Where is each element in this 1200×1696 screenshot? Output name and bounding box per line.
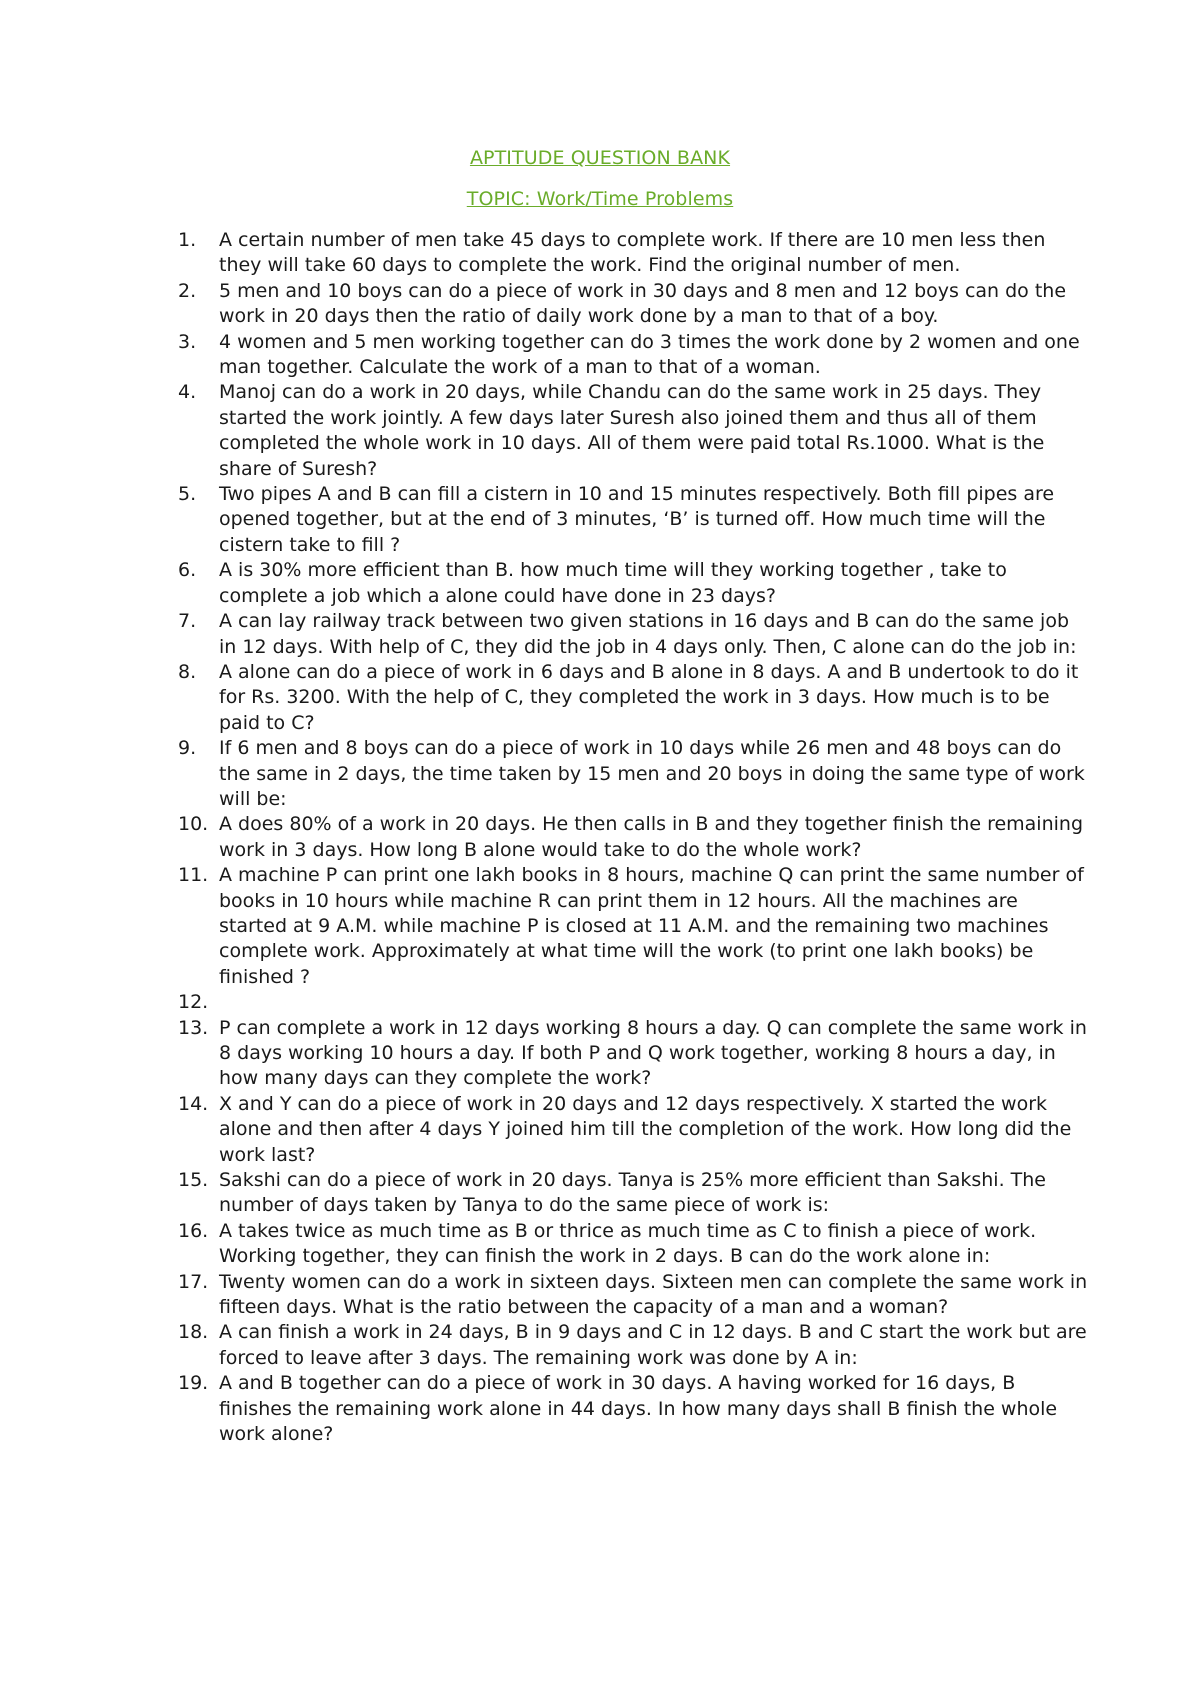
document-topic: TOPIC: Work/Time Problems bbox=[466, 188, 734, 210]
question-number: 1. bbox=[178, 229, 197, 251]
question-item bbox=[178, 482, 1088, 558]
question-item bbox=[178, 1016, 1088, 1092]
question-number: 15. bbox=[178, 1169, 209, 1192]
question-item bbox=[178, 990, 1088, 1015]
question-text: 4 women and 5 men working together can do 3 times the work done by 2 women and one man together. Calculate the work of a man to that of a woman. bbox=[219, 330, 1080, 379]
document-title: APTITUDE QUESTION BANK bbox=[469, 147, 731, 169]
question-text: A is 30% more efficient than B. how much time will they working together , take to complete a job which a alone could have done in 23 days? bbox=[219, 559, 1007, 607]
question-text: X and Y can do a piece of work in 20 days and 12 days respectively. X started the work alone and then after 4 days Y joined him till the completion of the work. How long did the work last? bbox=[219, 1092, 1072, 1166]
question-number: 12. bbox=[178, 991, 209, 1014]
question-number: 11. bbox=[178, 864, 209, 887]
question-item bbox=[178, 380, 1088, 482]
question-text: Sakshi can do a piece of work in 20 days. Tanya is 25% more efficient than Sakshi. The number of days taken by Tanya to do the same piece of work is: bbox=[219, 1169, 1047, 1217]
question-item bbox=[178, 228, 1088, 279]
question-number: 9. bbox=[178, 737, 197, 760]
question-text: A can lay railway track between two given stations in 16 days and B can do the same job in 12 days. With help of C, they did the job in 4 days only. Then, C alone can do the job in: bbox=[219, 610, 1077, 658]
question-text: 5 men and 10 boys can do a piece of work in 30 days and 8 men and 12 boys can do the work in 20 days then the ratio of daily work done by a man to that of a boy. bbox=[219, 279, 1067, 328]
question-item bbox=[178, 279, 1088, 330]
question-item bbox=[178, 1168, 1088, 1219]
question-text: A does 80% of a work in 20 days. He then calls in B and they together finish the remaining work in 3 days. How long B alone would take to do the whole work? bbox=[219, 813, 1084, 861]
question-number: 3. bbox=[178, 330, 197, 353]
question-number: 5. bbox=[178, 483, 197, 506]
question-number: 13. bbox=[178, 1016, 209, 1039]
question-number: 8. bbox=[178, 660, 197, 683]
question-item bbox=[178, 1219, 1088, 1270]
question-item bbox=[178, 812, 1088, 863]
question-number: 14. bbox=[178, 1092, 209, 1115]
question-text: A can finish a work in 24 days, B in 9 days and C in 12 days. B and C start the work but are forced to leave after 3 days. The remaining work was done by A in: bbox=[219, 1321, 1087, 1369]
question-number: 6. bbox=[178, 559, 197, 582]
question-text: P can complete a work in 12 days working 8 hours a day. Q can complete the same work in 8 days working 10 hours a day. If both P and Q work together, working 8 hours a day, in how many days can they complete the work? bbox=[219, 1016, 1087, 1090]
question-text: A certain number of men take 45 days to complete work. If there are 10 men less then they will take 60 days to complete the work. Find the original number of men. bbox=[219, 229, 1046, 277]
question-text: A and B together can do a piece of work in 30 days. A having worked for 16 days, B finishes the remaining work alone in 44 days. In how many days shall B finish the whole work alone? bbox=[219, 1372, 1058, 1446]
question-item bbox=[178, 1270, 1088, 1321]
question-text: A alone can do a piece of work in 6 days and B alone in 8 days. A and B undertook to do it for Rs. 3200. With the help of C, they completed the work in 3 days. How much is to be paid to C? bbox=[219, 660, 1079, 734]
question-text: Two pipes A and B can fill a cistern in 10 and 15 minutes respectively. Both fill pipes are opened together, but at the end of 3 minutes, ‘B’ is turned off. How much time will the cistern take to fill ? bbox=[219, 483, 1055, 556]
question-item bbox=[178, 1092, 1088, 1168]
question-text: If 6 men and 8 boys can do a piece of work in 10 days while 26 men and 48 boys can do the same in 2 days, the time taken by 15 men and 20 boys in doing the same type of work will be: bbox=[219, 737, 1085, 810]
question-item bbox=[178, 660, 1088, 736]
question-item bbox=[178, 1320, 1088, 1371]
question-number: 17. bbox=[178, 1270, 209, 1293]
question-number: 18. bbox=[178, 1321, 209, 1344]
question-item bbox=[178, 609, 1088, 660]
question-text: Manoj can do a work in 20 days, while Chandu can do the same work in 25 days. They started the work jointly. A few days later Suresh also joined them and thus all of them completed the whole work in 10 days. All of them were paid total Rs.1000. What is the share of Suresh? bbox=[219, 381, 1045, 480]
question-item bbox=[178, 1371, 1088, 1447]
question-text: A machine P can print one lakh books in 8 hours, machine Q can print the same number of books in 10 hours while machine R can print them in 12 hours. All the machines are started at 9 A.M. while machine P is closed at 11 A.M. and the remaining two machines complete work. Approximately at what time will the work (to print one lakh books) be finished ? bbox=[219, 864, 1084, 988]
question-item bbox=[178, 863, 1088, 990]
question-item bbox=[178, 558, 1088, 609]
question-item bbox=[178, 330, 1088, 381]
question-list bbox=[178, 228, 1088, 1447]
question-item bbox=[178, 736, 1088, 812]
question-number: 7. bbox=[178, 610, 197, 633]
question-number: 10. bbox=[178, 813, 209, 836]
question-number: 19. bbox=[178, 1372, 209, 1395]
question-number: 4. bbox=[178, 381, 197, 404]
question-number: 16. bbox=[178, 1219, 209, 1242]
question-text: A takes twice as much time as B or thrice as much time as C to finish a piece of work. Working together, they can finish the work in 2 days. B can do the work alone in: bbox=[219, 1219, 1037, 1268]
question-text: Twenty women can do a work in sixteen days. Sixteen men can complete the same work in fifteen days. What is the ratio between the capacity of a man and a woman? bbox=[219, 1270, 1088, 1319]
question-number: 2. bbox=[178, 279, 197, 302]
